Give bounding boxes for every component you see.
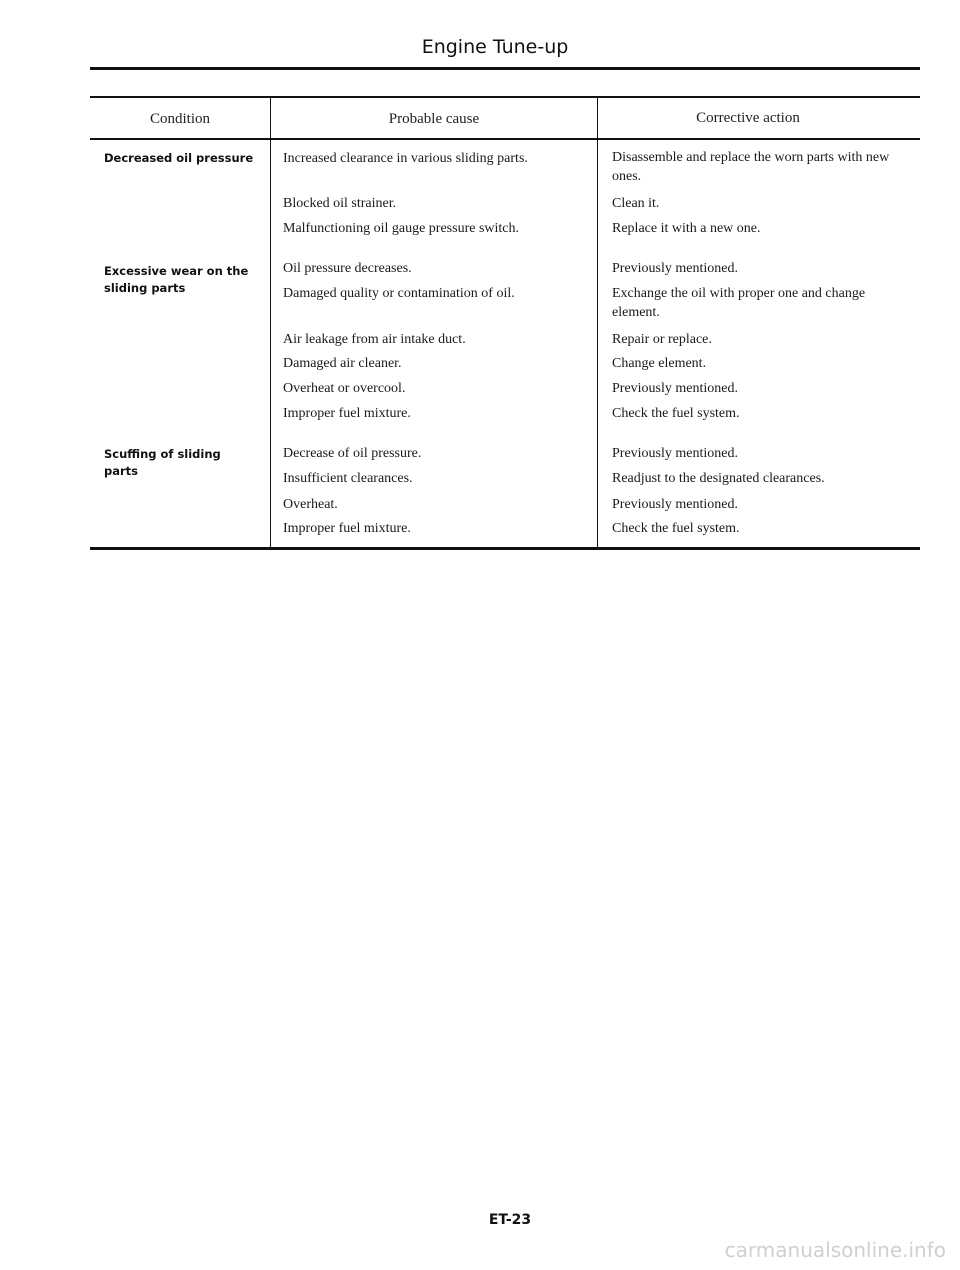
cause-cell: Improper fuel mixture. bbox=[283, 406, 411, 421]
table-bottom-rule bbox=[90, 547, 920, 550]
column-divider-2 bbox=[597, 97, 598, 548]
action-cell: Previously mentioned. bbox=[612, 446, 738, 461]
cause-cell: Air leakage from air intake duct. bbox=[283, 332, 466, 347]
action-cell bbox=[612, 284, 904, 322]
cause-cell: Oil pressure decreases. bbox=[283, 261, 412, 276]
action-cell: Repair or replace. bbox=[612, 332, 712, 347]
action-cell-text: Exchange the oil with proper one and change element. bbox=[612, 286, 866, 320]
condition-cell: Excessive wear on the sliding parts bbox=[104, 264, 249, 295]
action-cell: Check the fuel system. bbox=[612, 406, 740, 421]
action-cell: Readjust to the designated clearances. bbox=[612, 471, 825, 486]
title-rule bbox=[90, 67, 920, 70]
action-cell: Replace it with a new one. bbox=[612, 221, 761, 236]
action-cell: Change element. bbox=[612, 356, 707, 371]
watermark: carmanualsonline.info bbox=[724, 1238, 946, 1262]
condition-cell: Scuffing of sliding parts bbox=[104, 447, 221, 478]
cause-cell: Blocked oil strainer. bbox=[283, 196, 397, 211]
cause-cell: Increased clearance in various sliding parts. bbox=[283, 151, 528, 166]
header-probable-cause: Probable cause bbox=[388, 111, 480, 127]
cause-cell: Improper fuel mixture. bbox=[283, 521, 411, 536]
action-cell: Clean it. bbox=[612, 196, 660, 211]
action-cell: Previously mentioned. bbox=[612, 497, 738, 512]
condition-cell: Decreased oil pressure bbox=[104, 151, 254, 165]
table-top-rule bbox=[90, 96, 920, 98]
column-divider-1 bbox=[270, 97, 271, 548]
cause-cell: Damaged air cleaner. bbox=[283, 356, 402, 371]
action-cell: Disassemble and replace the worn parts with new ones. bbox=[612, 150, 890, 184]
header-bottom-rule bbox=[90, 138, 920, 140]
cause-cell: Malfunctioning oil gauge pressure switch. bbox=[283, 221, 520, 236]
header-corrective-action: Corrective action bbox=[696, 110, 800, 126]
action-cell: Check the fuel system. bbox=[612, 521, 740, 536]
page-number: ET-23 bbox=[488, 1212, 532, 1228]
cause-cell: Overheat. bbox=[283, 497, 338, 512]
cause-cell: Insufficient clearances. bbox=[283, 471, 413, 486]
cause-cell: Decrease of oil pressure. bbox=[283, 446, 422, 461]
action-cell: Previously mentioned. bbox=[612, 261, 738, 276]
header-condition: Condition bbox=[149, 111, 210, 127]
action-cell: Previously mentioned. bbox=[612, 381, 738, 396]
page-title: Engine Tune-up bbox=[421, 36, 569, 58]
cause-cell: Damaged quality or contamination of oil. bbox=[283, 286, 515, 301]
cause-cell: Overheat or overcool. bbox=[283, 381, 406, 396]
